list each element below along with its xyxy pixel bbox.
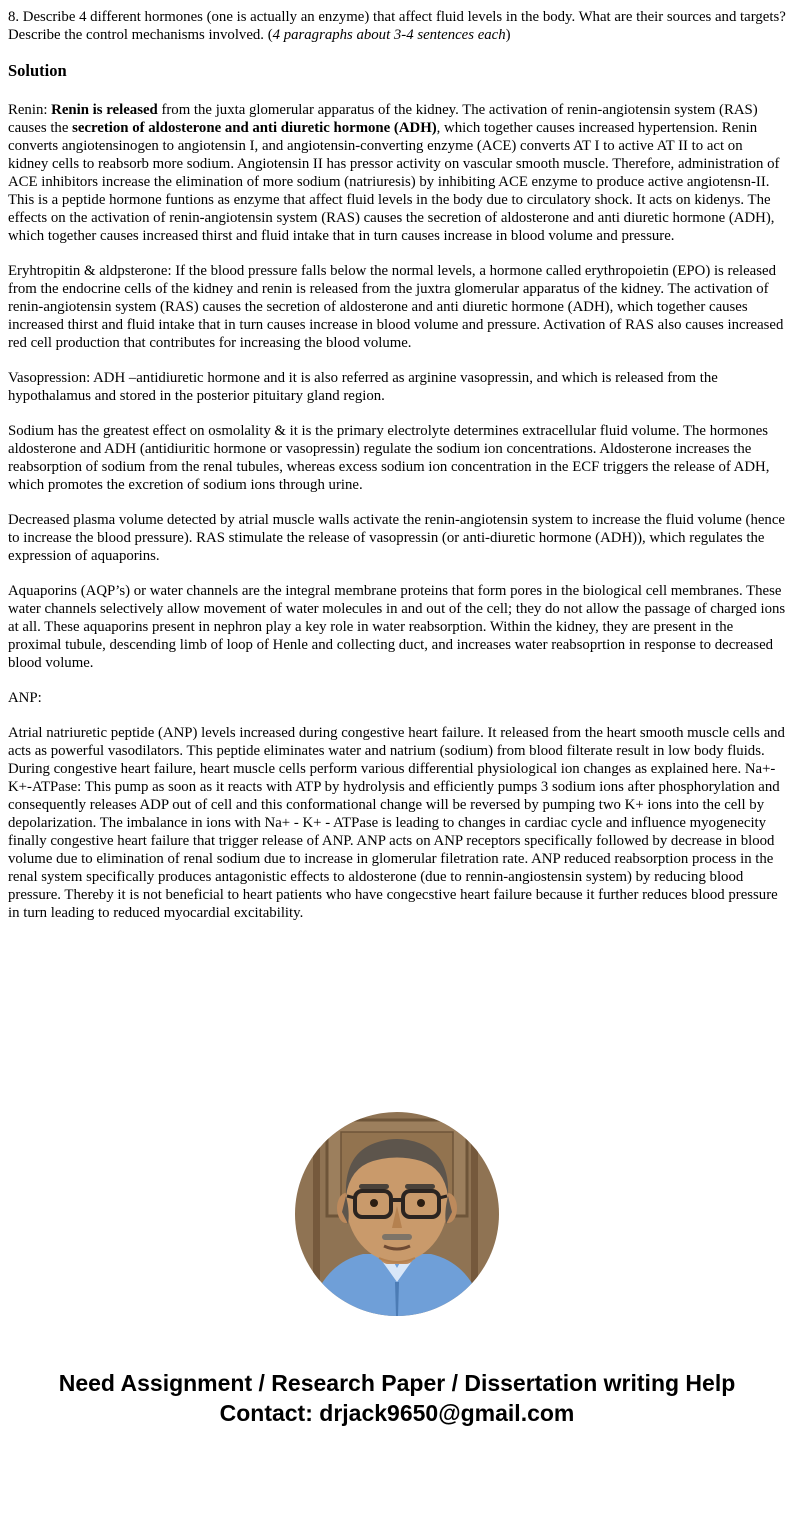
paragraph-sodium: Sodium has the greatest effect on osmolality & it is the primary electrolyte determines extracellular fluid volume. The hormones aldosterone and ADH (antidiuritic hormone or vasopressin) regulate the sodium ion concentrations. Aldosterone increases the reabsorption of sodium from the renal tubules, whereas excess sodium ion concentration in the ECF triggers the release of ADH, which promotes the excretion of sodium ions through urine.: [8, 423, 770, 493]
renin-bold-released: Renin is released: [51, 102, 158, 118]
question-text: [8, 8, 786, 44]
paragraph-anp: Atrial natriuretic peptide (ANP) levels increased during congestive heart failure. It released from the heart smooth muscle cells and acts as powerful vasodilators. This peptide eliminates water and natrium (sodium) from blood filterate result in low body fluids. During congestive heart failure, heart muscle cells perform various differential physiological ion changes as explained here. Na+-K+-ATPase: This pump as soon as it reacts with ATP by hydrolysis and efficiently pumps 3 sodium ions after phosphorylation and consequently releases ADP out of cell and this conformational change will be reversed by pumping two K+ ions into the cell by depolarization. The imbalance in ions with Na+ - K+ - ATPase is leading to changes in cardiac cycle and influence myogenecity finally congestive heart failure that trigger release of ANP. ANP acts on ANP receptors specifically followed by decrease in blood volume due to elimination of renal sodium due to increase in glomerular filetration rate. ANP reduced reabsorption process in the renal system specifically produces antagonistic effects to aldosterone (due to rennin-angiostensin system) by reducing blood pressure. Thereby it is not beneficial to heart patients who have congecstive heart failure because it further reduces blood pressure in turn leading to reduced myocardial excitability.: [8, 725, 785, 921]
renin-mid: from the juxta glomerular apparatus of the kidney. The activation of renin-angiotensin system (RAS) causes the: [8, 102, 758, 136]
paragraph-erythropoietin: Eryhtropitin & aldpsterone: If the blood pressure falls below the normal levels, a hormone called erythropoietin (EPO) is released from the endocrine cells of the kidney and renin is released from the juxtra glomerular apparatus of the kidney. The activation of renin-angiotensin system (RAS) causes the secretion of aldosterone and anti diuretic hormone (ADH), which together causes increased thirst and fluid intake that in turn causes increase in blood volume and pressure. Activation of RAS also causes increased red cell production that contributes for increasing the blood volume.: [8, 263, 784, 351]
solution-heading: Solution: [8, 61, 67, 80]
paragraph-aquaporins: Aquaporins (AQP’s) or water channels are the integral membrane proteins that form pores in the biological cell membranes. These water channels selectively allow movement of water molecules in and out of the cell; they do not allow the passage of charged ions at all. These aquaporins present in nephron play a key role in water reabsorption. Within the kidney, they are present in the proximal tubule, descending limb of loop of Henle and collecting duct, and increases water reabsoprtion in response to decreased blood volume.: [8, 583, 786, 671]
question-suffix: ): [505, 27, 511, 43]
renin-bold-secretion: secretion of aldosterone and anti diuretic hormone (ADH): [72, 120, 437, 136]
footer-help-text: Need Assignment / Research Paper / Dissertation writing Help: [58, 1370, 736, 1396]
paragraph-renin: [8, 101, 786, 245]
question-italic-note: 4 paragraphs about 3-4 sentences each: [272, 27, 506, 43]
renin-lead: Renin:: [8, 102, 52, 118]
footer-help-banner: [8, 1368, 786, 1454]
question-prefix: 8. Describe 4 different hormones (one is actually an enzyme) that affect fluid levels in the body. What are their sources and targets? Describe the control mechanisms involved. (: [8, 9, 786, 43]
tutor-photo: [295, 1112, 499, 1316]
renin-rest: , which together causes increased hypertension. Renin converts angiotensinogen to angiotensin I, and angiotensin-converting enzyme (ACE) converts AT I to active AT II to act on kidney cells to reabsorb more sodium. Angiotensin II has pressor activity on vascular smooth muscle. Therefore, administration of ACE inhibitors increase the elimination of more sodium (natriuresis) by inhibiting ACE enzyme to produce active angiotensn-II. This is a peptide hormone funtions as enzyme that affect fluid levels in the body due to circulatory shock. It acts on kidenys. The effects on the activation of renin-angiotensin system (RAS) causes the secretion of aldosterone and anti diuretic hormone (ADH), which together causes increased thirst and fluid intake that in turn causes increase in blood volume and pressure.: [8, 120, 780, 244]
paragraph-plasma-volume: Decreased plasma volume detected by atrial muscle walls activate the renin-angiotensin system to increase the fluid volume (hence to increase the blood pressure). RAS stimulate the release of vasopressin (or anti-diuretic hormone (ADH)), which regulates the expression of aquaporins.: [8, 512, 785, 564]
footer-contact-email: Contact: drjack9650@gmail.com: [219, 1400, 575, 1426]
paragraph-anp-label: ANP:: [8, 690, 42, 706]
tutor-photo-illustration: [295, 1112, 499, 1316]
paragraph-vasopressin: Vasopression: ADH –antidiuretic hormone and it is also referred as arginine vasopressin, and which is released from the hypothalamus and stored in the posterior pituitary gland region.: [8, 370, 718, 404]
